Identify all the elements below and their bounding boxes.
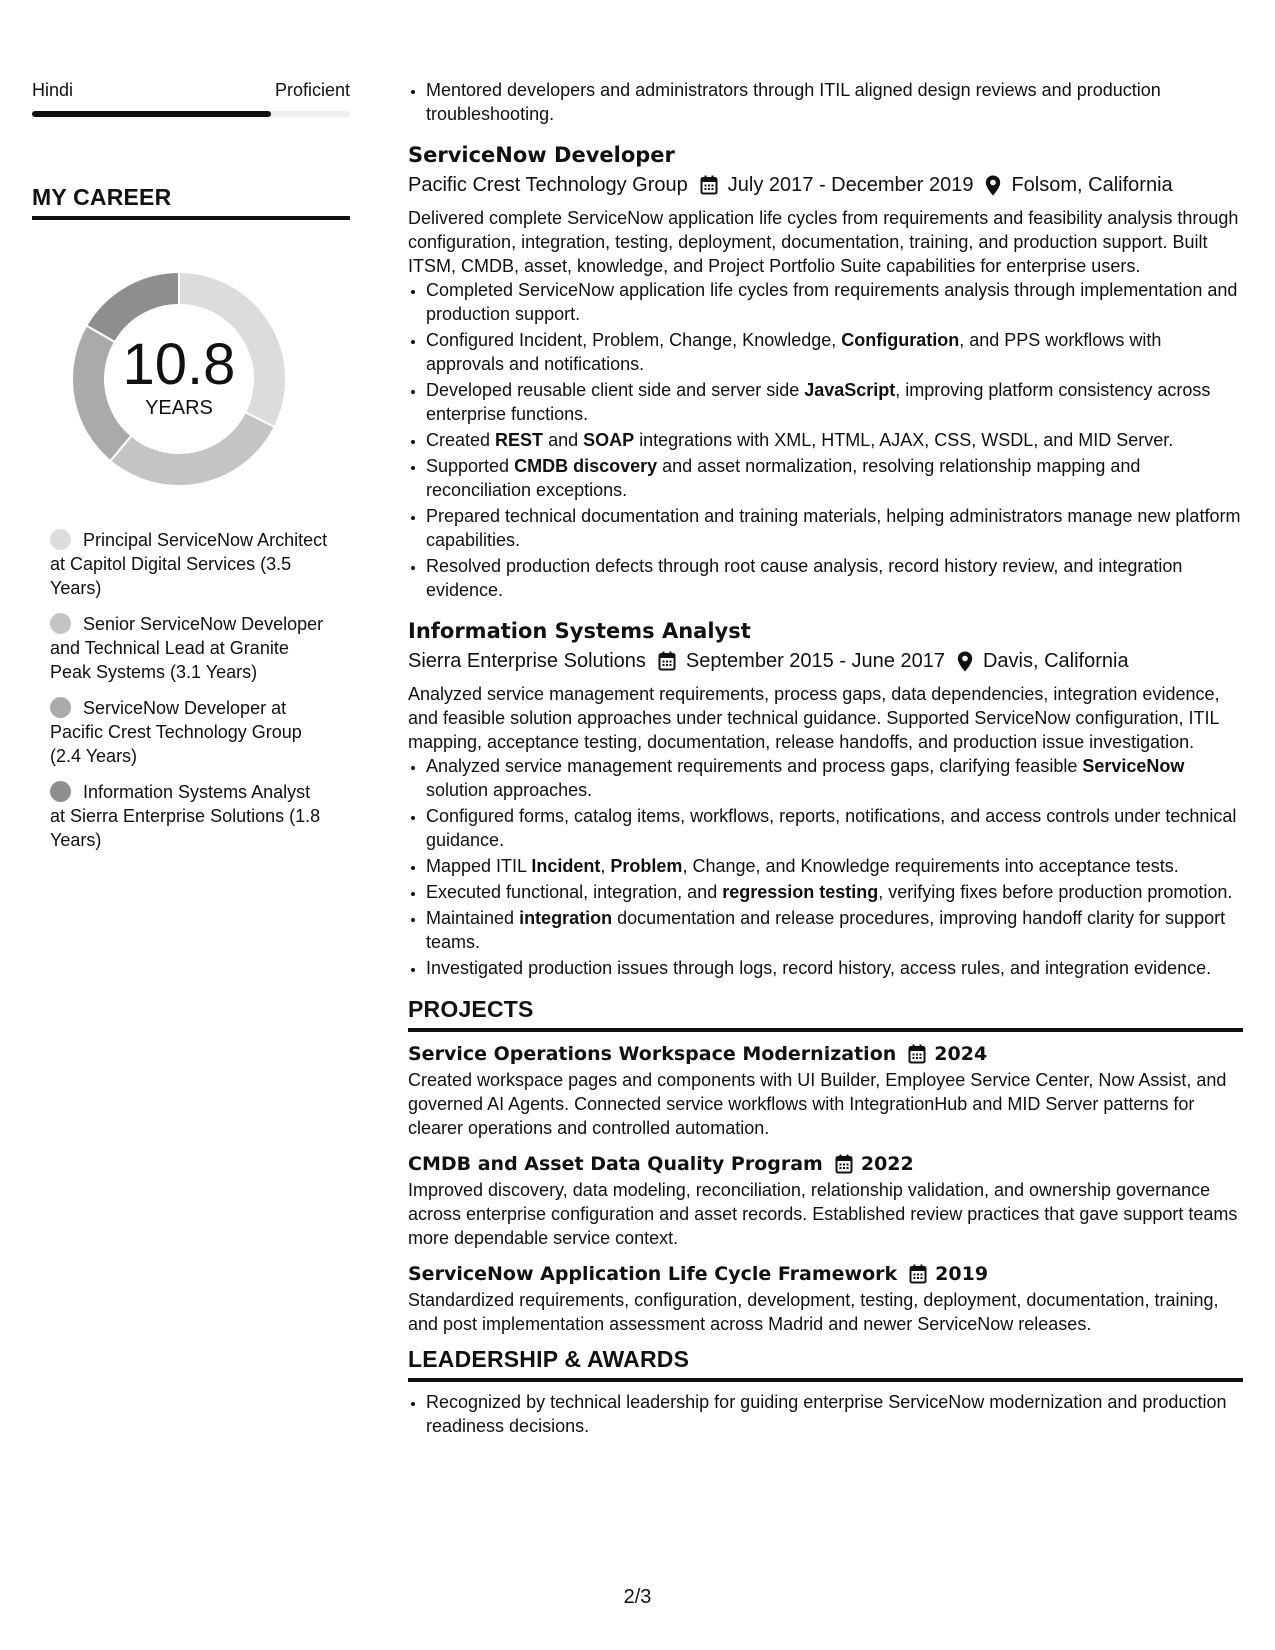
legend-label: Principal ServiceNow Architect at Capitol Digital Services (3.5 Years) bbox=[50, 530, 328, 598]
bullet-text: and bbox=[543, 430, 584, 450]
bold-keyword: regression testing bbox=[722, 882, 879, 902]
project-header bbox=[408, 1040, 1243, 1068]
job-bullet bbox=[426, 956, 1243, 980]
page-number: 2/3 bbox=[623, 1586, 652, 1608]
legend-label: Information Systems Analyst at Sierra Enterprise Solutions (1.8 Years) bbox=[50, 782, 321, 850]
calendar-icon bbox=[658, 651, 676, 671]
legend-dot-icon bbox=[50, 781, 71, 802]
career-legend-item bbox=[50, 780, 330, 852]
job-bullets bbox=[408, 754, 1243, 980]
job-summary: Delivered complete ServiceNow application life cycles from requirements and feasibility analysis through configuration, integration, testing, deployment, documentation, training, and production support. Built ITSM, CMDB, asset, knowledge, and Project Portfolio Suite capabilities for enterprise users. bbox=[408, 208, 1239, 276]
job-location: Folsom, California bbox=[1011, 174, 1173, 196]
job-company: Pacific Crest Technology Group bbox=[408, 174, 688, 196]
language-row bbox=[32, 78, 350, 102]
leadership-section-title: LEADERSHIP & AWARDS bbox=[408, 1346, 1243, 1382]
bold-keyword: CMDB discovery bbox=[514, 456, 658, 476]
bullet-text: Developed reusable client side and server side bbox=[426, 380, 805, 400]
job-meta bbox=[408, 646, 1243, 676]
main-content bbox=[408, 78, 1243, 1440]
project-name: CMDB and Asset Data Quality Program bbox=[408, 1153, 823, 1175]
job-bullet bbox=[426, 554, 1243, 602]
bullet-text: Resolved production defects through root cause analysis, record history review, and integration evidence. bbox=[426, 556, 1183, 600]
job-bullet: • Mentored developers and administrators through ITIL aligned design reviews and production troubleshooting. bbox=[426, 78, 1243, 126]
bullet-text: documentation and release procedures, improving handoff clarity for support teams. bbox=[426, 908, 1226, 952]
job-bullet bbox=[426, 328, 1243, 376]
bold-keyword: JavaScript bbox=[804, 380, 896, 400]
map-pin-icon bbox=[957, 651, 973, 672]
project-year: 2022 bbox=[860, 1153, 914, 1175]
job-company: Sierra Enterprise Solutions bbox=[408, 650, 646, 672]
bullet-text: , Change, and Knowledge requirements into acceptance tests. bbox=[682, 856, 1179, 876]
career-years-unit: YEARS bbox=[145, 397, 213, 419]
job-title: ServiceNow Developer bbox=[408, 143, 675, 167]
legend-dot-icon bbox=[50, 529, 71, 550]
career-section-title: MY CAREER bbox=[32, 184, 350, 220]
project-header bbox=[408, 1260, 1243, 1288]
job-location: Davis, California bbox=[982, 650, 1129, 672]
leadership-bullets bbox=[408, 1390, 1243, 1438]
bullet-text: Executed functional, integration, and bbox=[426, 882, 723, 902]
bullet-text: Completed ServiceNow application life cycles from requirements analysis through implementation and production support. bbox=[426, 280, 1238, 324]
job-bullet bbox=[426, 880, 1243, 904]
career-donut-chart bbox=[64, 264, 294, 494]
project-year: 2024 bbox=[934, 1043, 988, 1065]
job-bullet bbox=[426, 854, 1243, 878]
bullet-text: , and PPS workflows with approvals and notifications. bbox=[426, 330, 1162, 374]
project-year: 2019 bbox=[935, 1263, 989, 1285]
project-header bbox=[408, 1150, 1243, 1178]
bullet-text: Created bbox=[426, 430, 496, 450]
bullet-text: Prepared technical documentation and training materials, helping administrators manage new platform capabilities. bbox=[426, 506, 1241, 550]
project-description: Improved discovery, data modeling, reconciliation, relationship validation, and ownership governance across enterprise configuration and asset records. Established review practices that gave support teams more dependable service context. bbox=[408, 1180, 1238, 1248]
sidebar bbox=[32, 78, 350, 864]
bold-keyword: ServiceNow bbox=[1082, 756, 1185, 776]
bullet-text: integrations with XML, HTML, AJAX, CSS, WSDL, and MID Server. bbox=[634, 430, 1174, 450]
map-pin-icon bbox=[985, 175, 1001, 196]
job-dates: July 2017 - December 2019 bbox=[727, 174, 974, 196]
job-bullets bbox=[408, 278, 1243, 602]
job-bullet bbox=[426, 428, 1243, 452]
job-bullet bbox=[426, 754, 1243, 802]
job-meta bbox=[408, 170, 1243, 200]
projects-section-title: PROJECTS bbox=[408, 996, 1243, 1032]
bullet-text: Mapped ITIL bbox=[426, 856, 532, 876]
career-legend-item bbox=[50, 528, 330, 600]
project-entry bbox=[408, 1040, 1243, 1140]
bold-keyword: Configuration bbox=[841, 330, 960, 350]
calendar-icon bbox=[835, 1154, 853, 1174]
project-name: Service Operations Workspace Modernization bbox=[408, 1043, 897, 1065]
calendar-icon bbox=[908, 1044, 926, 1064]
legend-dot-icon bbox=[50, 613, 71, 634]
bullet-text: Configured forms, catalog items, workflows, reports, notifications, and access controls under technical guidance. bbox=[426, 806, 1237, 850]
bullet-text: and asset normalization, resolving relationship mapping and reconciliation exceptions. bbox=[426, 456, 1141, 500]
bold-keyword: integration bbox=[519, 908, 613, 928]
bullet-text: , improving platform consistency across enterprise functions. bbox=[426, 380, 1211, 424]
job-title: Information Systems Analyst bbox=[408, 619, 751, 643]
job-summary: Analyzed service management requirements, process gaps, data dependencies, integration evidence, and feasible solution approaches under technical guidance. Supported ServiceNow configuration, ITIL mapping, acceptance testing, documentation, release handoffs, and production issue investigation. bbox=[408, 684, 1220, 752]
job-bullet bbox=[426, 278, 1243, 326]
bullet-text: solution approaches. bbox=[426, 780, 593, 800]
legend-label: Senior ServiceNow Developer and Technical Lead at Granite Peak Systems (3.1 Years) bbox=[50, 614, 324, 682]
previous-job-bullets bbox=[408, 78, 1243, 126]
project-entry bbox=[408, 1150, 1243, 1250]
calendar-icon bbox=[909, 1264, 927, 1284]
bullet-text: Supported bbox=[426, 456, 515, 476]
bullet-text: Analyzed service management requirements and process gaps, clarifying feasible bbox=[426, 756, 1083, 776]
career-legend-item bbox=[50, 696, 330, 768]
legend-label: ServiceNow Developer at Pacific Crest Technology Group (2.4 Years) bbox=[50, 698, 302, 766]
bold-keyword: REST bbox=[495, 430, 544, 450]
project-entry bbox=[408, 1260, 1243, 1336]
calendar-icon bbox=[700, 175, 718, 195]
bullet-text: , verifying fixes before production promotion. bbox=[878, 882, 1233, 902]
bullet-text: Configured Incident, Problem, Change, Knowledge, bbox=[426, 330, 842, 350]
job-bullet bbox=[426, 906, 1243, 954]
bullet-text: , bbox=[600, 856, 611, 876]
job-bullet bbox=[426, 504, 1243, 552]
language-level: Proficient bbox=[274, 80, 350, 100]
bullet-text: Maintained bbox=[426, 908, 520, 928]
job-bullet bbox=[426, 378, 1243, 426]
job-dates: September 2015 - June 2017 bbox=[685, 650, 945, 672]
bold-keyword: Problem bbox=[610, 856, 683, 876]
projects-list bbox=[408, 1040, 1243, 1336]
language-proficiency-bar bbox=[32, 111, 350, 117]
career-total-years: 10.8 bbox=[122, 332, 236, 397]
bullet-text: Investigated production issues through logs, record history, access rules, and integration evidence. bbox=[426, 958, 1212, 978]
project-description: Standardized requirements, configuration, development, testing, deployment, documentation, training, and post implementation assessment across Madrid and newer ServiceNow releases. bbox=[408, 1290, 1219, 1334]
project-description: Created workspace pages and components with UI Builder, Employee Service Center, Now Assist, and governed AI Agents. Connected service workflows with IntegrationHub and MID Server patterns for clearer operations and controlled automation. bbox=[408, 1070, 1227, 1138]
bold-keyword: Incident bbox=[531, 856, 601, 876]
job-entry bbox=[408, 140, 1243, 602]
job-bullet bbox=[426, 804, 1243, 852]
experience-list bbox=[408, 140, 1243, 980]
career-legend-item bbox=[50, 612, 330, 684]
legend-dot-icon bbox=[50, 697, 71, 718]
job-bullet bbox=[426, 454, 1243, 502]
job-entry bbox=[408, 616, 1243, 980]
project-name: ServiceNow Application Life Cycle Framework bbox=[408, 1263, 898, 1285]
bold-keyword: SOAP bbox=[583, 430, 635, 450]
leadership-bullet: • Recognized by technical leadership for guiding enterprise ServiceNow modernization and production readiness decisions. bbox=[426, 1390, 1243, 1438]
career-legend bbox=[50, 528, 330, 852]
language-proficiency-fill bbox=[32, 111, 271, 117]
language-name: Hindi bbox=[32, 80, 74, 100]
